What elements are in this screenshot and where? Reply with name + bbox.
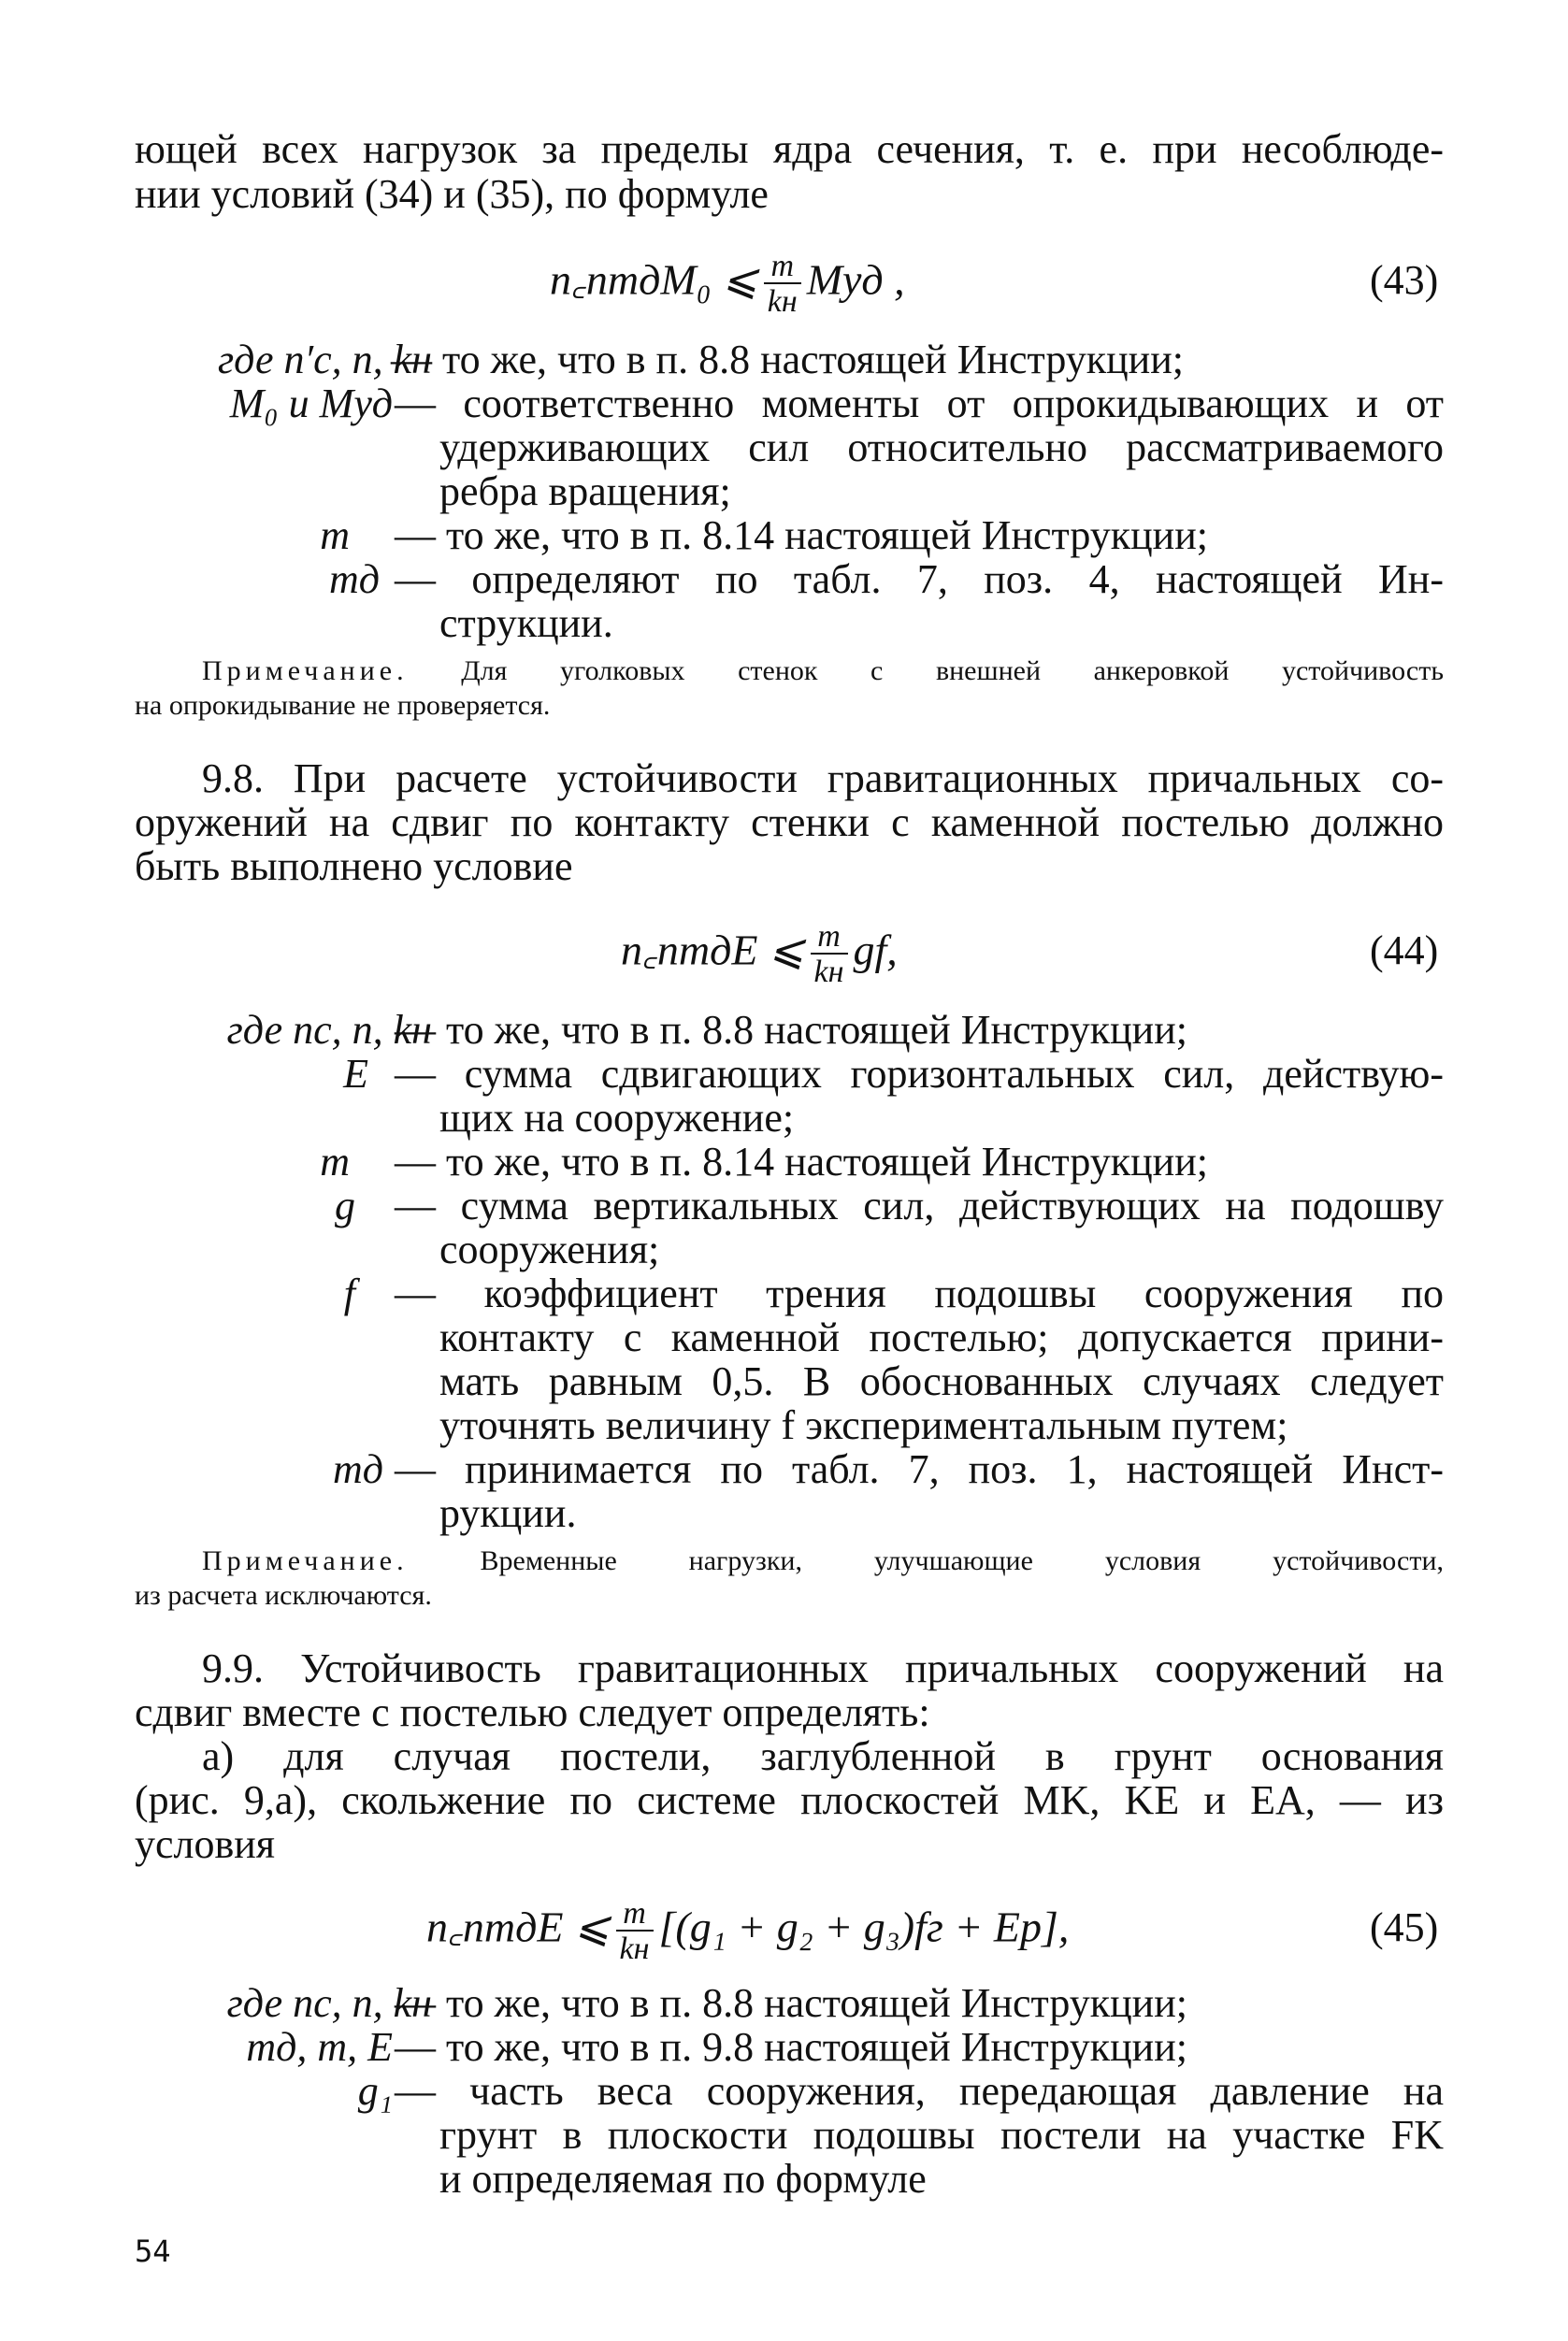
note-line xyxy=(202,1544,1444,1578)
intro-line: ющей всех нагрузок за пределы ядра сечения, т. е. при несоблюде- xyxy=(135,126,1444,172)
fraction-denominator: kн xyxy=(813,955,844,989)
paragraph-line: а) для случая постели, заглубленной в грунт основания xyxy=(202,1733,1444,1779)
formula-43 xyxy=(550,251,905,318)
where-text: — коэффициент трения подошвы сооружения по xyxy=(395,1271,1444,1316)
where-symbol: где nc, n, kн xyxy=(226,1007,432,1053)
where-text: удерживающих сил относительно рассматриваемого xyxy=(439,424,1444,470)
formula-right: [(g₁ + g₂ + g₃)fг + Eр], xyxy=(658,1903,1070,1951)
where-text: уточнять величину f экспериментальным путем; xyxy=(439,1402,1288,1448)
fraction-numerator: m xyxy=(811,921,848,955)
where-text: — то же, что в п. 8.14 настоящей Инструкции; xyxy=(395,512,1208,558)
fraction-denominator: kн xyxy=(767,284,798,319)
fraction-numerator: m xyxy=(764,251,801,284)
where-symbol: где nc, n, kн xyxy=(226,1980,432,2026)
where-text: контакту с каменной постелью; допускается прини- xyxy=(439,1314,1444,1360)
fraction xyxy=(764,251,801,318)
where-symbol: g₁ xyxy=(357,2068,393,2114)
where-text: — определяют по табл. 7, поз. 4, настоящей Ин- xyxy=(395,556,1444,602)
where-text: — то же, что в п. 8.8 настоящей Инструкции; xyxy=(395,1007,1187,1053)
formula-right: Mуд , xyxy=(806,255,905,304)
where-text: — сумма сдвигающих горизонтальных сил, действую- xyxy=(395,1051,1444,1097)
where-symbol: mд xyxy=(332,1446,383,1492)
fraction-denominator: kн xyxy=(619,1932,650,1966)
where-text: мать равным 0,5. В обоснованных случаях следует xyxy=(439,1358,1444,1404)
where-text: и определяемая по формуле xyxy=(439,2156,927,2202)
where-text: — принимается по табл. 7, поз. 1, настоящей Инст- xyxy=(395,1446,1444,1492)
where-text: — сумма вертикальных сил, действующих на подошву xyxy=(395,1183,1444,1228)
where-text: сооружения; xyxy=(439,1227,660,1272)
where-symbol: mд xyxy=(328,556,380,602)
paragraph-line: сдвиг вместе с постелью следует определять: xyxy=(135,1689,930,1735)
paragraph-line: быть выполнено условие xyxy=(135,843,573,889)
where-text: рукции. xyxy=(439,1490,577,1536)
where-text: — соответственно моменты от опрокидывающих и от xyxy=(395,381,1444,426)
where-symbol: f xyxy=(343,1271,355,1316)
where-symbol: M₀ и Mуд xyxy=(229,381,393,426)
formula-left: n꜀nmдM₀ ⩽ xyxy=(550,255,758,304)
paragraph-line: 9.9. Устойчивость гравитационных причальных сооружений на xyxy=(202,1645,1444,1691)
formula-45 xyxy=(426,1898,1069,1965)
note-text: Для уголковых стенок с внешней анкеровкой устойчивость xyxy=(461,655,1444,686)
equation-number: (43) xyxy=(1370,257,1439,303)
where-symbol: где n′c, n, kн xyxy=(217,337,432,382)
formula-44 xyxy=(621,921,898,988)
note-label: Примечание. xyxy=(202,655,409,686)
paragraph-line: оружений на сдвиг по контакту стенки с каменной постелью должно xyxy=(135,799,1444,845)
equation-number: (44) xyxy=(1370,927,1439,973)
where-text: — то же, что в п. 9.8 настоящей Инструкции; xyxy=(395,2024,1187,2070)
where-text: — то же, что в п. 8.14 настоящей Инструкции; xyxy=(395,1139,1208,1185)
note-line: из расчета исключаются. xyxy=(135,1580,432,1611)
page-number: 54 xyxy=(135,2233,171,2269)
fraction xyxy=(811,921,848,988)
paragraph-line: (рис. 9,а), скольжение по системе плоскостей MK, KE и EA, — из xyxy=(135,1777,1444,1823)
where-symbol: m xyxy=(320,1139,350,1185)
fraction-numerator: m xyxy=(616,1898,654,1932)
fraction xyxy=(616,1898,654,1965)
formula-left: n꜀nmдE ⩽ xyxy=(621,926,805,974)
where-text: — часть веса сооружения, передающая давление на xyxy=(395,2068,1444,2114)
where-symbol: m xyxy=(320,512,350,558)
paragraph-line: условия xyxy=(135,1821,276,1867)
where-symbol: mд, m, E xyxy=(246,2024,393,2070)
where-text: — то же, что в п. 8.8 настоящей Инструкции; xyxy=(395,1980,1187,2026)
intro-line: нии условий (34) и (35), по формуле xyxy=(135,171,769,217)
where-text: грунт в плоскости подошвы постели на участке FK xyxy=(439,2112,1444,2158)
equation-number: (45) xyxy=(1370,1904,1439,1950)
where-text: ребра вращения; xyxy=(439,468,731,514)
note-line: на опрокидывание не проверяется. xyxy=(135,690,551,721)
note-line xyxy=(202,654,1444,688)
where-text: струкции. xyxy=(439,600,613,646)
note-text: Временные нагрузки, улучшающие условия устойчивости, xyxy=(480,1545,1444,1576)
where-symbol: g xyxy=(335,1183,355,1228)
where-text: — то же, что в п. 8.8 настоящей Инструкции; xyxy=(391,337,1184,382)
formula-right: gf, xyxy=(853,926,898,974)
note-label: Примечание. xyxy=(202,1545,409,1576)
paragraph-line: 9.8. При расчете устойчивости гравитационных причальных со- xyxy=(202,755,1444,801)
where-symbol: E xyxy=(343,1051,368,1097)
where-text: щих на сооружение; xyxy=(439,1095,795,1141)
formula-left: n꜀nmдE ⩽ xyxy=(426,1903,611,1951)
